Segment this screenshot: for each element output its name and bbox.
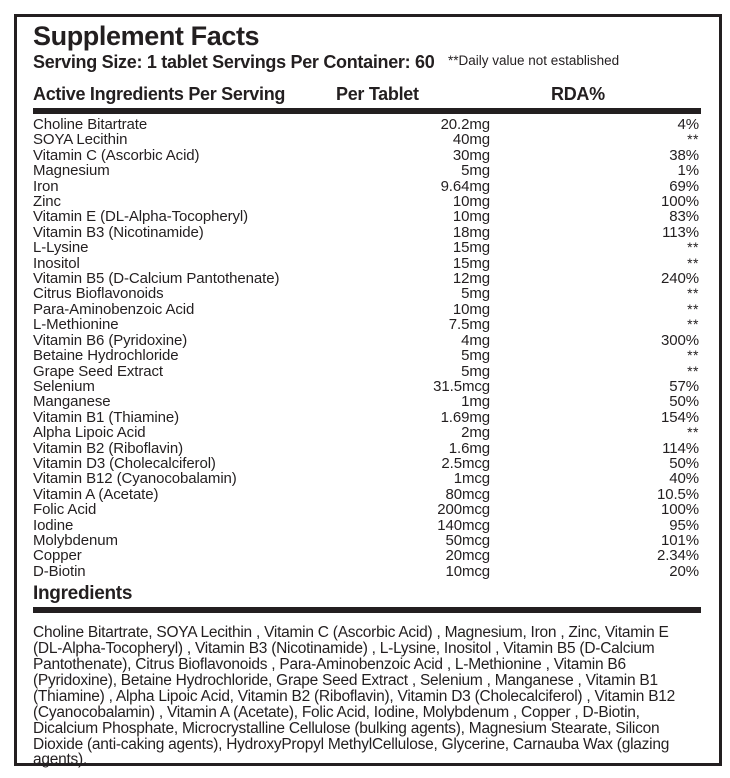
ingredient-name: Iron [33,177,59,195]
rda-value: 50% [669,454,699,472]
ingredient-name: Vitamin E (DL-Alpha-Tocopheryl) [33,208,249,226]
serving-size: Serving Size: 1 tablet [33,52,208,72]
rda-value: 240% [661,270,699,288]
table-row [33,564,699,579]
ingredient-name: Vitamin B12 (Cyanocobalamin) [33,470,237,488]
table-row [33,410,699,425]
ingredient-name: Iodine [33,516,74,534]
table-row [33,333,699,348]
table-row [33,518,699,533]
ingredients-divider-bar [33,607,701,613]
table-row [33,317,699,332]
rda-value: 101% [661,531,699,549]
rda-value: 100% [661,193,699,211]
rda-value: ** [687,131,699,148]
ingredient-table [33,117,699,579]
per-tablet-value: 5mg [461,285,490,303]
table-row [33,225,699,240]
table-row [33,286,699,301]
label-title: Supplement Facts [33,21,260,51]
ingredient-name: Molybdenum [33,531,118,549]
rda-value: ** [687,347,699,364]
rda-value: 95% [669,516,699,534]
table-row [33,364,699,379]
per-tablet-value: 7.5mg [448,316,490,334]
rda-value: 69% [669,177,699,195]
ingredient-name: D-Biotin [33,562,86,580]
table-row [33,209,699,224]
rda-value: 38% [669,146,699,164]
column-header-rda: RDA% [551,84,605,104]
rda-value: 57% [669,377,699,395]
rda-value: ** [687,285,699,302]
ingredient-name: Vitamin C (Ascorbic Acid) [33,146,200,164]
rda-value: 300% [661,331,699,349]
per-tablet-value: 10mg [452,193,490,211]
servings-per-container: Servings Per Container: 60 [212,52,435,72]
daily-value-note: **Daily value not established [448,53,620,68]
per-tablet-value: 12mg [452,270,490,288]
table-row [33,240,699,255]
rda-value: 50% [669,393,699,411]
per-tablet-value: 10mg [452,300,490,318]
per-tablet-value: 40mg [452,131,490,149]
table-row [33,348,699,363]
table-row [33,425,699,440]
per-tablet-value: 140mcg [437,516,490,534]
supplement-facts-label [14,14,722,769]
ingredient-name: Copper [33,547,82,565]
rda-value: ** [687,254,699,271]
rda-value: 100% [661,501,699,519]
table-row [33,548,699,563]
table-row [33,256,699,271]
rda-value: ** [687,424,699,441]
rda-value: 2.34% [656,547,699,565]
serving-info-row [33,52,699,73]
per-tablet-value: 5mg [461,362,490,380]
per-tablet-value: 1.69mg [440,408,490,426]
ingredient-name: Folic Acid [33,501,97,519]
per-tablet-value: 4mg [461,331,490,349]
ingredient-name: L-Lysine [33,239,89,257]
per-tablet-value: 2mg [461,424,490,442]
ingredient-name: L-Methionine [33,316,119,334]
rda-value: ** [687,316,699,333]
rda-value: 154% [661,408,699,426]
per-tablet-value: 5mg [461,347,490,365]
per-tablet-value: 1mg [461,393,490,411]
per-tablet-value: 200mcg [437,501,490,519]
per-tablet-value: 1mcg [453,470,490,488]
table-row [33,394,699,409]
rda-value: 20% [669,562,699,580]
per-tablet-value: 18mg [452,223,490,241]
ingredient-name: Vitamin B6 (Pyridoxine) [33,331,188,349]
table-row [33,441,699,456]
table-row [33,271,699,286]
ingredient-name: Betaine Hydrochloride [33,347,179,365]
ingredients-heading: Ingredients [33,583,133,605]
ingredient-name: Inositol [33,254,80,272]
ingredient-name: Choline Bitartrate [33,116,148,133]
table-row [33,302,699,317]
ingredient-name: Magnesium [33,162,110,180]
rda-value: 40% [669,470,699,488]
table-row [33,148,699,163]
per-tablet-value: 20.2mg [440,116,490,133]
per-tablet-value: 10mg [452,208,490,226]
ingredient-name: Vitamin B3 (Nicotinamide) [33,223,204,241]
rda-value: ** [687,362,699,379]
column-header-per-tablet: Per Tablet [336,84,419,104]
ingredient-name: Selenium [33,377,95,395]
table-row [33,179,699,194]
table-row [33,533,699,548]
ingredient-name: Grape Seed Extract [33,362,163,380]
table-header [33,84,699,105]
ingredient-name: Vitamin B5 (D-Calcium Pantothenate) [33,270,280,288]
per-tablet-value: 10mcg [445,562,490,580]
ingredient-name: Manganese [33,393,111,411]
per-tablet-value: 9.64mg [440,177,490,195]
rda-value: ** [687,300,699,317]
ingredient-name: Vitamin A (Acetate) [33,485,159,503]
rda-value: 113% [662,223,699,241]
rda-value: ** [687,239,699,256]
header-divider-bar [33,108,701,114]
table-row [33,117,699,132]
per-tablet-value: 31.5mcg [433,377,490,395]
ingredient-name: Vitamin D3 (Cholecalciferol) [33,454,216,472]
per-tablet-value: 80mcg [445,485,490,503]
per-tablet-value: 50mcg [445,531,490,549]
table-row [33,471,699,486]
rda-value: 4% [677,116,699,133]
rda-value: 83% [669,208,699,226]
per-tablet-value: 5mg [461,162,490,180]
table-row [33,456,699,471]
ingredient-name: Vitamin B2 (Riboflavin) [33,439,183,457]
column-header-ingredient: Active Ingredients Per Serving [33,84,286,104]
ingredient-name: SOYA Lecithin [33,131,128,149]
per-tablet-value: 15mg [452,239,490,257]
ingredient-name: Alpha Lipoic Acid [33,424,146,442]
per-tablet-value: 15mg [452,254,490,272]
table-row [33,194,699,209]
per-tablet-value: 20mcg [445,547,490,565]
ingredient-name: Para-Aminobenzoic Acid [33,300,195,318]
ingredient-name: Citrus Bioflavonoids [33,285,164,303]
ingredients-text: Choline Bitartrate, SOYA Lecithin , Vitamin C (Ascorbic Acid) , Magnesium, Iron , Zinc, Vitamin E (DL-Alpha-Tocopheryl) , Vitamin B3 (Nicotinamide) , L-Lysine, Inositol , Vitamin B5 (D-Calcium Pantothenate), Citrus Bioflavonoids , Para-Aminobenzoic Acid , L-Methionine , Vitamin B6 (Pyridoxine), Betaine Hydrochloride, Grape Seed Extract , Selenium , Manganese , Vitamin B1 (Thiamine) , Alpha Lipoic Acid, Vitamin B2 (Riboflavin), Vitamin D3 (Cholecalciferol) , Vitamin B12 (Cyanocobalamin) , Vitamin A (Acetate), Folic Acid, Iodine, Molybdenum , Copper , D-Biotin, Dicalcium Phosphate, Microcrystalline Cellulose (bulking agents), Magnesium Stearate, Silicon Dioxide (anti-caking agents), HydroxyPropyl MethylCellulose, Glycerine, Carnauba Wax (glazing agents). [33,624,676,769]
rda-value: 10.5% [656,485,699,503]
table-row [33,487,699,502]
table-row [33,502,699,517]
ingredient-name: Vitamin B1 (Thiamine) [33,408,180,426]
ingredient-name: Zinc [33,193,61,211]
table-row [33,379,699,394]
per-tablet-value: 1.6mg [448,439,490,457]
table-row [33,132,699,147]
table-row [33,163,699,178]
per-tablet-value: 30mg [452,146,490,164]
rda-value: 1% [677,162,699,180]
rda-value: 114% [662,439,699,457]
per-tablet-value: 2.5mcg [441,454,490,472]
